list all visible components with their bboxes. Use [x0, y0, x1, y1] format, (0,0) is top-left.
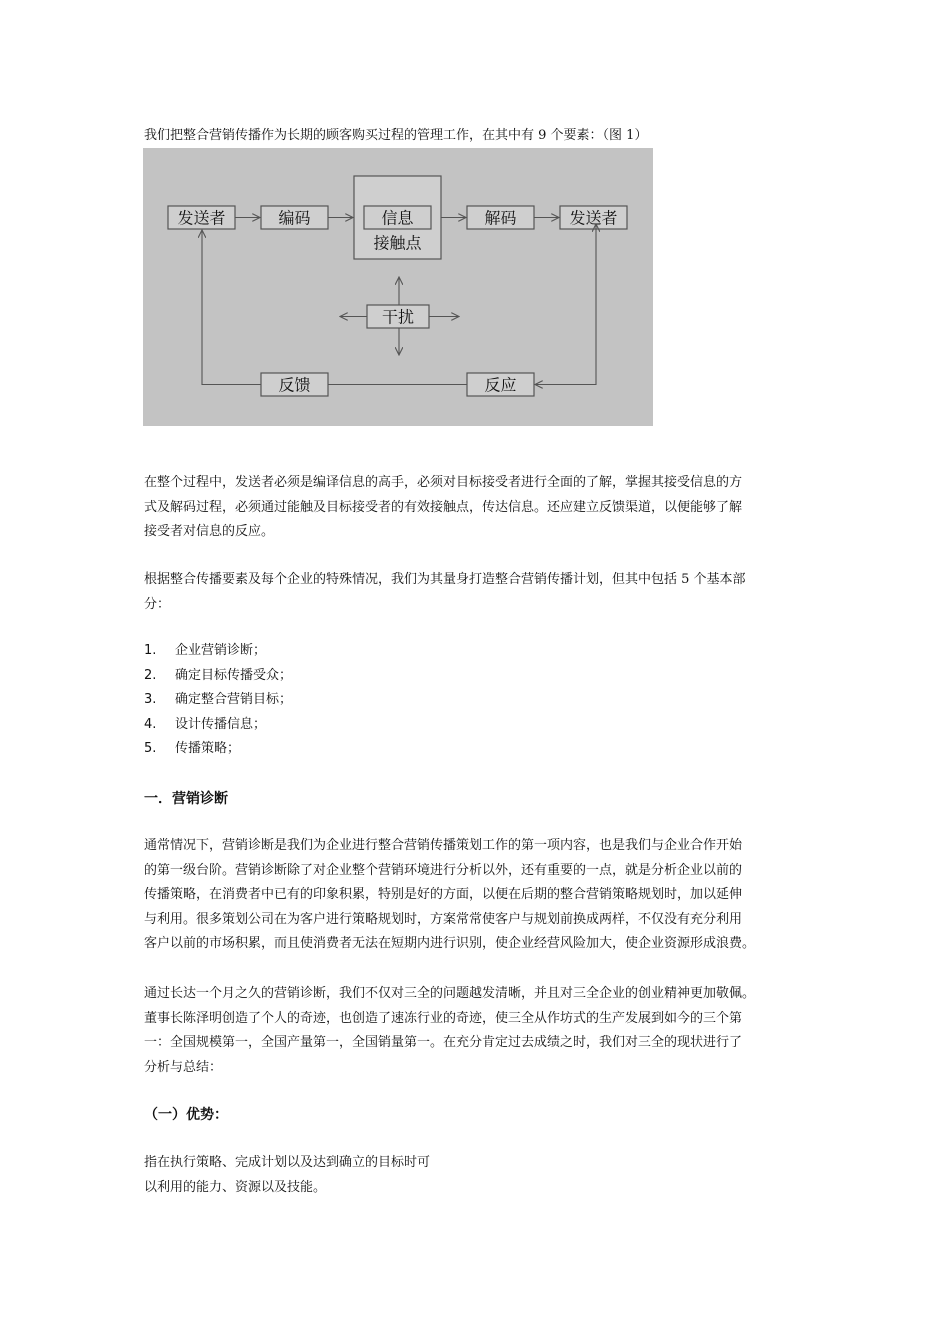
- sender-left-label: 发送者: [177, 208, 226, 228]
- arrow-feedback-sender: [202, 230, 261, 385]
- noise-label: 干扰: [381, 307, 415, 327]
- paragraph-plan: 根据整合传播要素及每个企业的特殊情况，我们为其量身打造整合营销传播计划，但其中包括 5 个基本部 分：: [144, 572, 746, 612]
- paragraph-strengths: 指在执行策略、完成计划以及达到确立的目标时可 以利用的能力、资源以及技能。: [144, 1155, 431, 1195]
- diagram-canvas: [143, 148, 653, 426]
- list-item: 3. 确定整合营销目标；: [144, 692, 293, 707]
- numbered-list: [144, 639, 824, 762]
- contact-label: 接触点: [373, 233, 422, 253]
- feedback-label: 反馈: [278, 375, 311, 395]
- encode-label: 编码: [278, 208, 311, 228]
- paragraph-sanquan: 通过长达一个月之久的营销诊断，我们不仅对三全的问题越发清晰，并且对三全企业的创业精神更加敬佩。 董事长陈泽明创造了个人的奇迹，也创造了速冻行业的奇迹，使三全从作坊式的生产发展到如今的三个第 一：全国规模第一，全国产量第一，全国销量第一。在充分肯定过去成绩之时，我们对三全的现状进行了 分析与总结：: [144, 986, 756, 1075]
- list-item: 4. 设计传播信息；: [144, 716, 267, 732]
- sender-right-label: 发送者: [569, 208, 618, 228]
- paragraph-process: 在整个过程中，发送者必须是编译信息的高手，必须对目标接受者进行全面的了解，掌握其接受信息的方 式及解码过程，必须通过能触及目标接受者的有效接触点，传达信息。还应建立反馈渠道，以便能够了解 接受者对信息的反应。: [144, 475, 743, 539]
- message-label: 信息: [381, 208, 414, 228]
- heading-marketing-diagnosis: 一．营销诊断: [144, 791, 228, 807]
- list-item: 1. 企业营销诊断；: [144, 643, 267, 658]
- communication-diagram: [143, 148, 653, 426]
- intro-text: 我们把整合营销传播作为长期的顾客购买过程的管理工作，在其中有 9 个要素：（图 1）: [144, 128, 648, 143]
- response-label: 反应: [484, 375, 517, 395]
- paragraph-diagnosis: 通常情况下，营销诊断是我们为企业进行整合营销传播策划工作的第一项内容，也是我们与企业合作开始 的第一级台阶。营销诊断除了对企业整个营销环境进行分析以外，还有重要的一点，就是分析企业以前的 传播策略，在消费者中已有的印象积累，特别是好的方面，以便在后期的整合营销策略规划时，加以延伸 与利用。很多策划公司在为客户进行策略规划时，方案常常使客户与规划前换成两样，不仅没有充分利用 客户以前的市场积累，而且使消费者无法在短期内进行识别，使企业经营风险加大，使企业资源形成浪费。: [144, 838, 756, 951]
- decode-label: 解码: [484, 208, 517, 228]
- heading-strengths: （一）优势：: [144, 1107, 228, 1123]
- list-item: 2. 确定目标传播受众；: [144, 667, 293, 683]
- list-item: 5. 传播策略；: [144, 741, 241, 756]
- arrow-sender-response: [535, 230, 596, 385]
